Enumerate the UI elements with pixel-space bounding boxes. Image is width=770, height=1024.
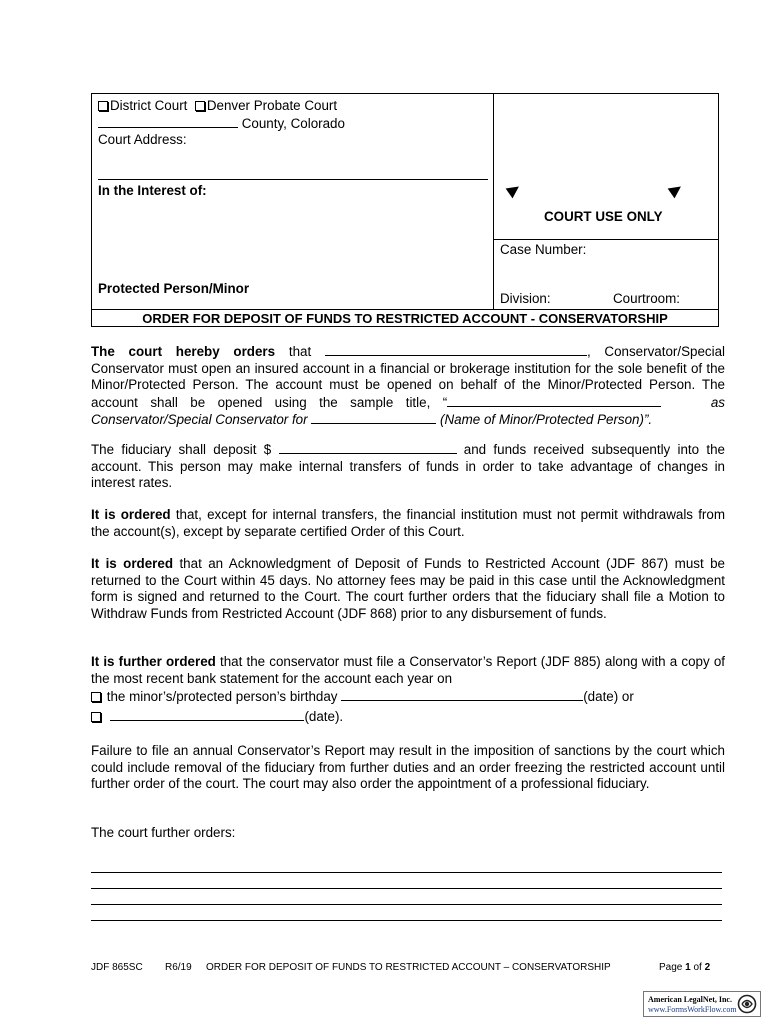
p1-text-d: (Name of Minor/Protected Person)”.: [440, 412, 653, 427]
arrow-left-icon: [506, 182, 523, 199]
birthday-checkbox[interactable]: [91, 692, 101, 702]
p1-text-b: , Conservator/Special Conservator must open an insured account in a financial or brokerage institution for the sole benefit of the Minor/Protected Person. The account must be opened on behalf of the Minor/Protected Person. The account shall be opened using the sample title, “: [91, 344, 725, 410]
page-total: 2: [704, 962, 711, 973]
caption-box: [91, 93, 719, 327]
deposit-amount-blank[interactable]: [279, 441, 457, 454]
p1-text-a: that: [288, 344, 312, 359]
protected-person-name-blank[interactable]: [311, 411, 436, 424]
district-court-checkbox[interactable]: [98, 101, 108, 111]
paragraph-failure: [91, 743, 725, 793]
county-row: [98, 115, 345, 131]
arrow-right-icon: [668, 182, 685, 199]
p3-text: that, except for internal transfers, the financial institution must not permit withdrawals from the account(s), except by separate certified Order of this Court.: [91, 507, 725, 539]
further-orders-line[interactable]: [91, 920, 722, 921]
courtroom-label: Courtroom:: [613, 291, 680, 306]
paragraph-conservator-report: [91, 654, 725, 687]
birthday-date-blank[interactable]: [341, 688, 583, 701]
p6-text: Failure to file an annual Conservator’s Report may result in the imposition of sanctions by the court which could include removal of the fiduciary from further duties and an order freezing the restricted account until further order of the court. The court may also order the appointment of a professional fiduciary.: [91, 743, 725, 791]
further-orders-line[interactable]: [91, 888, 722, 889]
option-birthday-row: [91, 688, 634, 704]
court-selection: [98, 98, 337, 113]
p5-lead: It is further ordered: [91, 654, 216, 669]
american-legalnet-logo[interactable]: [643, 991, 761, 1017]
district-court-label: District Court: [110, 98, 188, 113]
option-birthday-suffix: (date) or: [583, 689, 634, 704]
court-use-divider: [494, 239, 718, 240]
footer-page-number: [659, 962, 710, 973]
p3-lead: It is ordered: [91, 507, 171, 522]
other-date-blank[interactable]: [110, 708, 304, 721]
paragraph-deposit: [91, 441, 725, 492]
option-date-row: [91, 708, 343, 724]
page-of: of: [693, 962, 702, 973]
option-birthday-label: the minor’s/protected person’s birthday: [106, 689, 338, 704]
p2-text-a: The fiduciary shall deposit $: [91, 442, 272, 457]
denver-probate-checkbox[interactable]: [195, 101, 205, 111]
case-number-label: Case Number:: [500, 242, 587, 257]
footer-form-id: JDF 865SC: [91, 962, 143, 973]
p1-text-c: as Conservator/Special Conservator for: [91, 394, 725, 427]
p5-text: that the conservator must file a Conservator’s Report (JDF 885) along with a copy of the most recent bank statement for the account each year on: [91, 654, 725, 686]
division-label: Division:: [500, 291, 551, 306]
court-address-label: Court Address:: [98, 132, 187, 147]
footer-title: ORDER FOR DEPOSIT OF FUNDS TO RESTRICTED ACCOUNT – CONSERVATORSHIP: [206, 962, 611, 973]
globe-icon: [737, 994, 757, 1014]
denver-probate-label: Denver Probate Court: [206, 98, 338, 113]
page-current: 1: [685, 962, 691, 973]
other-date-checkbox[interactable]: [91, 712, 101, 722]
logo-url: www.FormsWorkFlow.com: [648, 1005, 737, 1014]
p4-text: that an Acknowledgment of Deposit of Funds to Restricted Account (JDF 867) must be returned to the Court within 45 days. No attorney fees may be paid in this case until the Acknowledgment form is signed and returned to the Court. The court further orders that the fiduciary shall file a Motion to Withdraw Funds from Restricted Account (JDF 868) prior to any disbursement of funds.: [91, 556, 725, 621]
paragraph-court-orders: [91, 343, 725, 429]
further-orders-line[interactable]: [91, 904, 722, 905]
protected-person-label: Protected Person/Minor: [98, 281, 250, 296]
paragraph-acknowledgment: [91, 556, 725, 622]
further-orders-label: The court further orders:: [91, 825, 236, 840]
account-title-blank[interactable]: [447, 394, 661, 407]
county-blank[interactable]: [98, 115, 238, 128]
p1-lead: The court hereby orders: [91, 344, 276, 359]
p4-lead: It is ordered: [91, 556, 174, 571]
footer-revision: R6/19: [165, 962, 192, 973]
in-interest-of-label: In the Interest of:: [98, 183, 207, 198]
option-date-suffix: (date).: [304, 709, 344, 724]
conservator-name-blank[interactable]: [325, 343, 587, 356]
paragraph-withdrawals: [91, 507, 725, 540]
county-label: County, Colorado: [241, 116, 345, 131]
p2-text-b: and funds received subsequently into the account. This person may make internal transfers of funds in order to take advantage of changes in interest rates.: [91, 442, 725, 490]
order-title: ORDER FOR DEPOSIT OF FUNDS TO RESTRICTED ACCOUNT - CONSERVATORSHIP: [92, 309, 718, 327]
address-line[interactable]: [98, 179, 488, 180]
court-use-only: COURT USE ONLY: [544, 209, 663, 224]
page-word: Page: [659, 962, 683, 973]
logo-company: American LegalNet, Inc.: [648, 995, 732, 1004]
further-orders-line[interactable]: [91, 872, 722, 873]
